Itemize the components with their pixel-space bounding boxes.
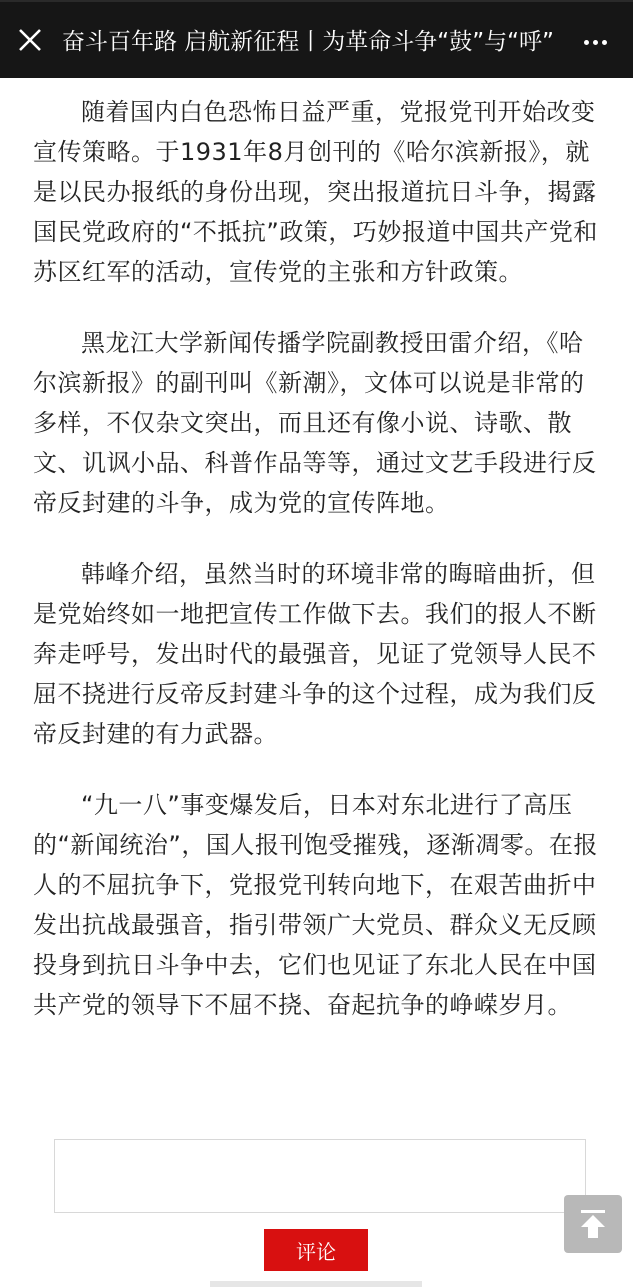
comment-button[interactable]: 评论	[264, 1229, 368, 1271]
top-bar	[0, 0, 633, 78]
paragraph: “九一八”事变爆发后，日本对东北进行了高压的“新闻统治”，国人报刊饱受摧残，逐渐凋零。在报人的不屈抗争下，党报党刊转向地下，在艰苦曲折中发出抗战最强音，指引带领广大党员、群众义无反顾投身到抗日斗争中去，它们也见证了东北人民在中国共产党的领导下不屈不挠、奋起抗争的峥嵘岁月。	[33, 791, 598, 1019]
scroll-to-top-icon	[573, 1204, 613, 1244]
comment-input[interactable]	[54, 1139, 586, 1213]
paragraph: 韩峰介绍，虽然当时的环境非常的晦暗曲折，但是党始终如一地把宣传工作做下去。我们的报人不断奔走呼号，发出时代的最强音，见证了党领导人民不屈不挠进行反帝反封建斗争的这个过程，成为我们反帝反封建的有力武器。	[33, 560, 597, 748]
scroll-to-top-button[interactable]	[564, 1195, 622, 1253]
close-icon	[17, 27, 43, 53]
bottom-divider	[210, 1281, 422, 1287]
more-icon	[584, 40, 589, 45]
more-button[interactable]	[578, 26, 612, 58]
page-title: 奋斗百年路 启航新征程丨为革命斗争“鼓”与“呼”	[62, 29, 554, 55]
close-button[interactable]	[12, 22, 48, 58]
paragraph: 黑龙江大学新闻传播学院副教授田雷介绍，《哈尔滨新报》的副刊叫《新潮》，文体可以说是非常的多样，不仅杂文突出，而且还有像小说、诗歌、散文、讥讽小品、科普作品等等，通过文艺手段进行反帝反封建的斗争，成为党的宣传阵地。	[33, 329, 597, 517]
article-body	[33, 92, 605, 1056]
paragraph: 随着国内白色恐怖日益严重，党报党刊开始改变宣传策略。于1931年8月创刊的《哈尔滨新报》，就是以民办报纸的身份出现，突出报道抗日斗争，揭露国民党政府的“不抵抗”政策，巧妙报道中国共产党和苏区红军的活动，宣传党的主张和方针政策。	[33, 98, 598, 286]
